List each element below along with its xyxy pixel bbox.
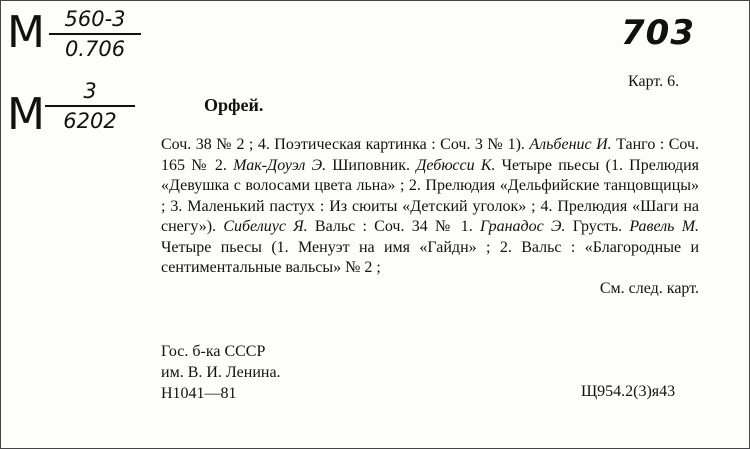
fraction-line-1 xyxy=(49,33,141,35)
author-macdowell: Мак-Доуэл Э. xyxy=(233,156,327,174)
handwritten-m-2: M xyxy=(7,89,45,140)
body-text-6: Грусть. xyxy=(565,218,630,235)
handwritten-m-1: M xyxy=(7,7,45,58)
body-text-2: Танго : Соч. 165 № 2. xyxy=(161,136,700,174)
classification-code: Щ954.2(3)я43 xyxy=(581,383,676,400)
handwritten-denominator-2: 6202 xyxy=(63,109,117,133)
author-albeniz: Альбенис И. xyxy=(529,136,612,153)
handwritten-fraction-1 xyxy=(49,7,141,61)
fraction-line-2 xyxy=(45,105,135,107)
body-text-7: Четыре пьесы (1. Менуэт на имя «Гайдн» ; 2. Вальс : «Благородные и сентиментальные вальсы» № 2 ; xyxy=(161,238,699,276)
corner-number: 703 xyxy=(621,13,695,53)
library-dedication: им. В. И. Ленина. xyxy=(161,364,281,381)
body-text-3: Шиповник. xyxy=(326,156,417,174)
handwritten-numerator-1: 560-3 xyxy=(64,7,126,31)
body-text-1: Соч. 38 № 2 ; 4. Поэтическая картинка : Соч. 3 № 1). xyxy=(161,136,530,153)
body-text-4: Четыре пьесы (1. Прелюдия «Девушка с волосами цвета льна» ; 2. Прелюдия «Дельфийские танцовщицы» ; 3. Маленький пастух : Из сюиты «Детский уголок» ; 4. Прелюдия «Шаги на снегу»). xyxy=(161,156,700,235)
card-number: Карт. 6. xyxy=(628,73,680,90)
handwritten-fraction-2 xyxy=(45,79,135,133)
card-body xyxy=(161,135,699,299)
author-granados: Гранадос Э. xyxy=(479,218,566,235)
body-paragraph xyxy=(161,135,699,279)
card-code: Н1041—81 xyxy=(161,385,237,402)
author-debussy: Дебюсси К. xyxy=(416,156,496,174)
card-title: Орфей. xyxy=(204,95,264,115)
author-ravel: Равель М. xyxy=(629,218,700,235)
handwritten-denominator-1: 0.706 xyxy=(64,37,126,61)
body-text-5: Вальс : Соч. 34 № 1. xyxy=(307,218,480,235)
library-name: Гос. б-ка СССР xyxy=(161,343,266,360)
library-block xyxy=(161,341,281,404)
see-next-card: См. след. карт. xyxy=(599,279,699,297)
author-sibelius: Сибелиус Я. xyxy=(223,218,308,235)
handwritten-numerator-2: 3 xyxy=(83,79,97,103)
